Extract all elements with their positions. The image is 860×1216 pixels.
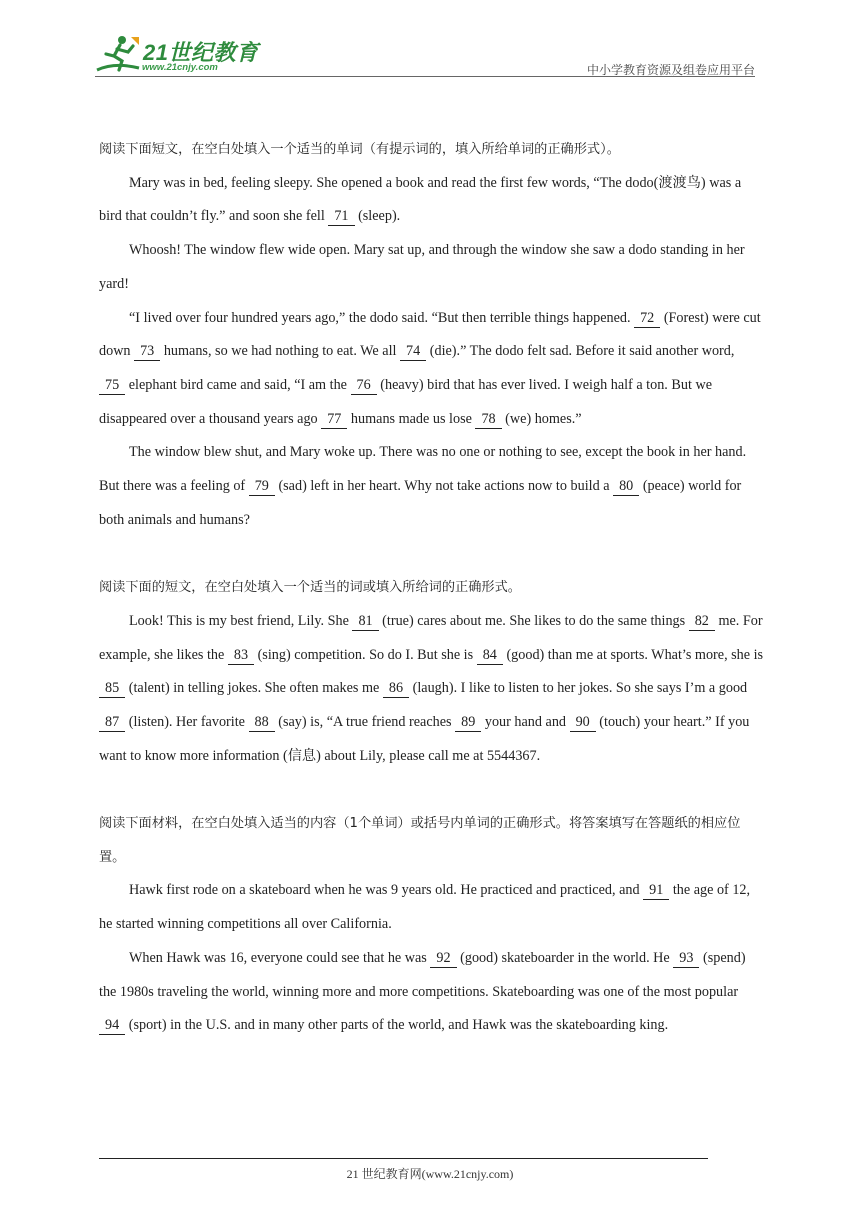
answer-blank[interactable]: 94	[99, 1016, 125, 1035]
logo-brand-text: 21世纪教育	[143, 40, 259, 65]
passage-text: When Hawk was 16, everyone could see that he was	[129, 949, 431, 966]
answer-blank[interactable]: 89	[455, 713, 481, 732]
passage-paragraph	[99, 942, 764, 1043]
passage-text: (good) than me at sports. What’s more, she is	[502, 646, 764, 663]
section-gap	[99, 537, 764, 571]
section1-instruction: 阅读下面短文，在空白处填入一个适当的单词（有提示词的，填入所给单词的正确形式）。	[99, 142, 620, 157]
section-gap	[99, 773, 764, 807]
page-footer: 21 世纪教育网(www.21cnjy.com)	[346, 1167, 514, 1181]
passage-text: Hawk first rode on a skateboard when he was 9 years old. He practiced and practiced, and	[129, 882, 644, 899]
logo-url-text: www.21cnjy.com	[142, 62, 218, 73]
passage-text: The window blew shut, and Mary woke up. There was no one or nothing to see, except the book in her hand. But there was a feeling of	[99, 444, 747, 495]
passage-paragraph	[99, 605, 764, 774]
answer-blank[interactable]: 76	[351, 376, 377, 395]
passage-text: (Forest) were cut down	[99, 309, 761, 360]
answer-blank[interactable]: 85	[99, 679, 125, 698]
section3-passage	[99, 874, 764, 1043]
passage-text: (die).” The dodo felt sad. Before it said another word,	[426, 343, 735, 360]
answer-blank[interactable]: 88	[249, 713, 275, 732]
passage-text: (true) cares about me. She likes to do the same things	[378, 612, 689, 629]
answer-blank[interactable]: 90	[570, 713, 596, 732]
document-content	[99, 133, 764, 1043]
answer-blank[interactable]: 77	[321, 410, 347, 429]
section1-passage	[99, 167, 764, 538]
answer-blank[interactable]: 72	[634, 309, 660, 328]
passage-text: (we) homes.”	[501, 410, 582, 427]
passage-text: humans made us lose	[347, 410, 476, 427]
page-header	[95, 34, 755, 78]
answer-blank[interactable]: 83	[228, 646, 254, 665]
passage-text: (spend) the 1980s traveling the world, winning more and more competitions. Skateboarding was one of the most popular	[99, 949, 746, 1000]
footer-divider	[99, 1158, 708, 1159]
answer-blank[interactable]: 81	[352, 612, 378, 631]
passage-text: (sleep).	[354, 208, 401, 225]
passage-text: (good) skateboarder in the world. He	[456, 949, 674, 966]
passage-text: (heavy) bird that has ever lived. I weigh half a ton. But we disappeared over a thousand years ago	[99, 376, 712, 427]
passage-text: Whoosh! The window flew wide open. Mary sat up, and through the window she saw a dodo standing in her yard!	[99, 242, 745, 292]
passage-text: (laugh). I like to listen to her jokes. So she says I’m a good	[409, 680, 748, 697]
passage-text: (peace) world for both animals and humans?	[99, 478, 742, 528]
passage-text: elephant bird came and said, “I am the	[125, 376, 351, 393]
answer-blank[interactable]: 86	[383, 679, 409, 698]
answer-blank[interactable]: 87	[99, 713, 125, 732]
site-logo[interactable]	[95, 34, 265, 76]
passage-text: the age of 12, he started winning competitions all over California.	[99, 882, 751, 933]
answer-blank[interactable]: 78	[475, 410, 501, 429]
passage-text: Mary was in bed, feeling sleepy. She opened a book and read the first few words, “The dodo(渡渡鸟) was a bird that couldn’t fly.” and soon she fell	[99, 174, 742, 225]
answer-blank[interactable]: 92	[430, 949, 456, 968]
answer-blank[interactable]: 93	[673, 949, 699, 968]
passage-text: (sing) competition. So do I. But she is	[254, 646, 477, 663]
answer-blank[interactable]: 73	[134, 342, 160, 361]
platform-label: 中小学教育资源及组卷应用平台	[586, 63, 755, 77]
answer-blank[interactable]: 84	[477, 646, 503, 665]
runner-logo-icon	[95, 34, 141, 76]
answer-blank[interactable]: 80	[613, 477, 639, 496]
answer-blank[interactable]: 74	[400, 342, 426, 361]
header-divider	[95, 76, 755, 77]
passage-paragraph	[99, 234, 764, 301]
passage-text: (sport) in the U.S. and in many other parts of the world, and Hawk was the skateboarding king.	[125, 1017, 669, 1034]
answer-blank[interactable]: 91	[643, 881, 669, 900]
passage-paragraph	[99, 302, 764, 437]
answer-blank[interactable]: 71	[328, 207, 354, 226]
section3-instruction: 阅读下面材料，在空白处填入适当的内容（1个单词）或括号内单词的正确形式。将答案填写在答题纸的相应位置。	[99, 816, 741, 865]
answer-blank[interactable]: 79	[249, 477, 275, 496]
passage-text: (say) is, “A true friend reaches	[274, 713, 456, 730]
passage-text: (talent) in telling jokes. She often makes me	[125, 680, 383, 697]
passage-text: “I lived over four hundred years ago,” the dodo said. “But then terrible things happened.	[129, 309, 635, 326]
passage-paragraph	[99, 874, 764, 941]
passage-text: Look! This is my best friend, Lily. She	[129, 612, 353, 629]
passage-text: (listen). Her favorite	[125, 713, 249, 730]
section2-instruction: 阅读下面的短文，在空白处填入一个适当的词或填入所给词的正确形式。	[99, 580, 521, 596]
passage-paragraph	[99, 436, 764, 537]
passage-text: humans, so we had nothing to eat. We all	[160, 343, 401, 360]
section2-passage	[99, 605, 764, 774]
answer-blank[interactable]: 82	[689, 612, 715, 631]
passage-text: your hand and	[481, 713, 570, 730]
passage-paragraph	[99, 167, 764, 234]
answer-blank[interactable]: 75	[99, 376, 125, 395]
passage-text: (touch) your heart.” If you want to know more information (信息) about Lily, please call me at 5544367.	[99, 713, 750, 764]
passage-text: me. For example, she likes the	[99, 612, 763, 663]
passage-text: (sad) left in her heart. Why not take actions now to build a	[274, 478, 614, 495]
